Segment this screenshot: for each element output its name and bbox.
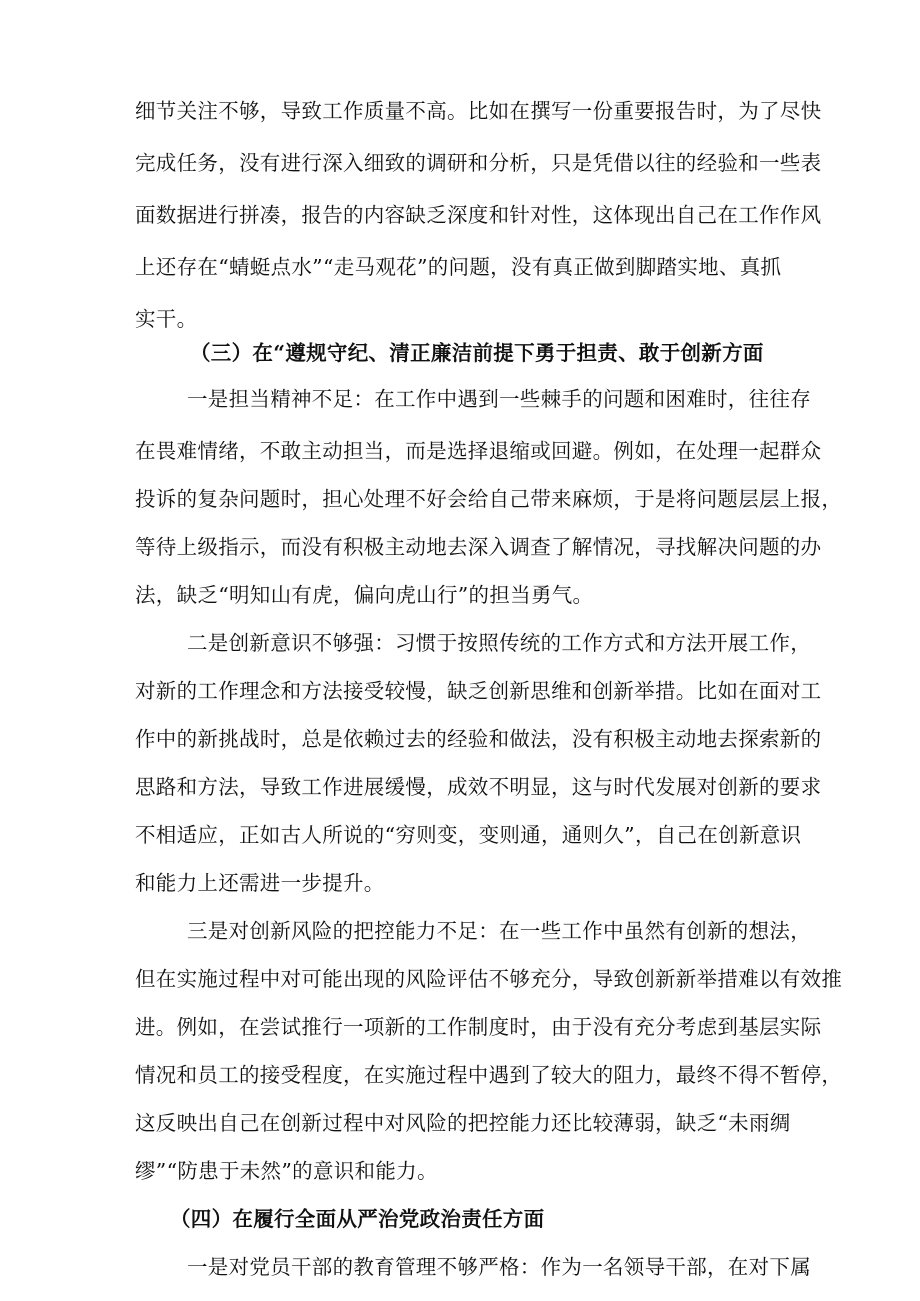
body-line: 对新的工作理念和方法接受较慢，缺乏创新思维和创新举措。比如在面对工 xyxy=(135,679,822,703)
body-line: 三是对创新风险的把控能力不足：在一些工作中虽然有创新的想法， xyxy=(187,919,811,943)
body-line: 上还存在“蜻蜓点水”“走马观花”的问题，没有真正做到脚踏实地、真抓 xyxy=(135,255,782,279)
body-line: 二是创新意识不够强：习惯于按照传统的工作方式和方法开展工作， xyxy=(187,631,811,655)
body-line: 等待上级指示，而没有积极主动地去深入调查了解情况，寻找解决问题的办 xyxy=(135,535,822,559)
body-line: 法，缺乏“明知山有虎，偏向虎山行”的担当勇气。 xyxy=(135,583,594,607)
body-line: 作中的新挑战时，总是依赖过去的经验和做法，没有积极主动地去探索新的 xyxy=(135,727,822,751)
body-line: 进。例如，在尝试推行一项新的工作制度时，由于没有充分考虑到基层实际 xyxy=(135,1015,822,1039)
body-line: 投诉的复杂问题时，担心处理不好会给自己带来麻烦，于是将问题层层上报， xyxy=(135,487,843,511)
body-line: 思路和方法，导致工作进展缓慢，成效不明显，这与时代发展对创新的要求 xyxy=(135,775,822,799)
body-line: 情况和员工的接受程度，在实施过程中遇到了较大的阻力，最终不得不暂停， xyxy=(135,1063,843,1087)
body-line: 在畏难情绪，不敢主动担当，而是选择退缩或回避。例如，在处理一起群众 xyxy=(135,439,822,463)
body-line: 但在实施过程中对可能出现的风险评估不够充分，导致创新新举措难以有效推 xyxy=(135,967,843,991)
body-line: 一是担当精神不足：在工作中遇到一些棘手的问题和困难时，往往存 xyxy=(187,387,811,411)
section-heading-4: （四）在履行全面从严治党政治责任方面 xyxy=(170,1207,545,1231)
body-line: 一是对党员干部的教育管理不够严格：作为一名领导干部，在对下属 xyxy=(187,1255,811,1279)
body-line: 不相适应，正如古人所说的“穷则变，变则通，通则久”，自己在创新意识 xyxy=(135,823,802,847)
body-line: 细节关注不够，导致工作质量不高。比如在撰写一份重要报告时，为了尽快 xyxy=(135,99,822,123)
body-line: 这反映出自己在创新过程中对风险的把控能力还比较薄弱，缺乏“未雨绸 xyxy=(135,1111,791,1135)
body-line: 实干。 xyxy=(135,307,198,331)
body-line: 和能力上还需进一步提升。 xyxy=(135,871,385,895)
body-line: 面数据进行拼凑，报告的内容缺乏深度和针对性，这体现出自己在工作作风 xyxy=(135,203,822,227)
section-heading-3: （三）在“遵规守纪、清正廉洁前提下勇于担责、敢于创新方面 xyxy=(190,341,764,365)
body-line: 缪”“防患于未然”的意识和能力。 xyxy=(135,1159,438,1183)
body-line: 完成任务，没有进行深入细致的调研和分析，只是凭借以往的经验和一些表 xyxy=(135,151,822,175)
